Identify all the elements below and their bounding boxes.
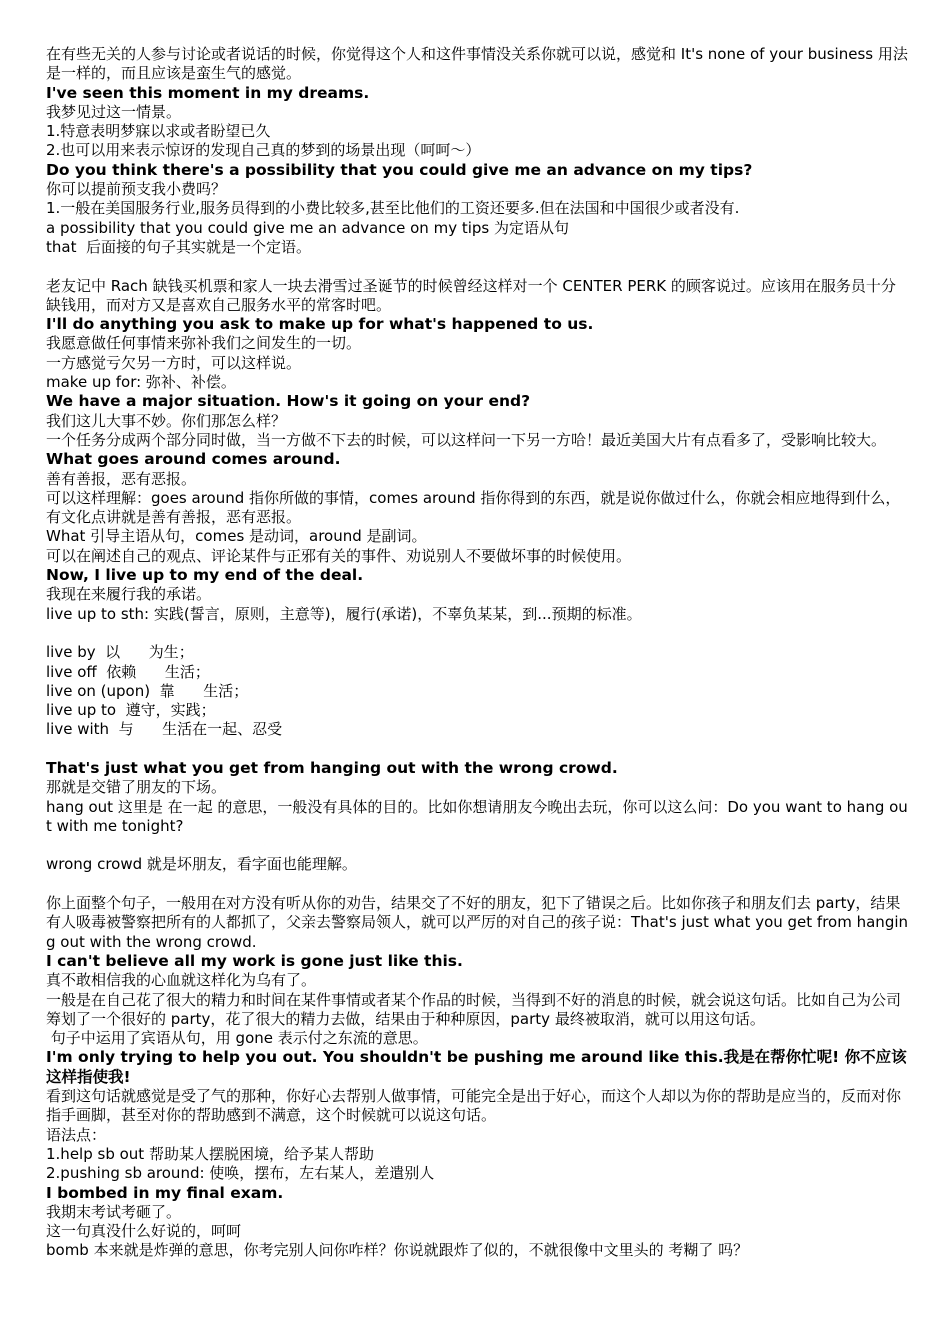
blank-line: [46, 624, 908, 643]
example-sentence: I'm only trying to help you out. You shouldn't be pushing me around like this.我是在帮你忙呢! 你不应该这样指使我!: [46, 1048, 907, 1086]
example-sentence: Now, I live up to my end of the deal.: [46, 566, 364, 585]
explanation-line: 2.pushing sb around: 使唤，摆布，左右某人，差遣别人: [46, 1164, 435, 1183]
explanation-line: that 后面接的句子其实就是一个定语。: [46, 237, 311, 256]
blank-line: [46, 836, 908, 855]
explanation-line: 可以在阐述自己的观点、评论某件与正邪有关的事件、劝说别人不要做坏事的时候使用。: [46, 546, 632, 565]
explanation-line: 我愿意做任何事情来弥补我们之间发生的一切。: [46, 334, 362, 353]
explanation-line: bomb 本来就是炸弹的意思，你考完别人问你咋样？你说就跟炸了似的，不就很像中文里头的 考糊了 吗？: [46, 1241, 749, 1260]
explanation-line: 你可以提前预支我小费吗？: [46, 180, 227, 199]
explanation-line: 善有善报，恶有恶报。: [46, 469, 197, 488]
example-sentence: I'll do anything you ask to make up for what's happened to us.: [46, 315, 594, 334]
explanation-line: live up to 遵守，实践；: [46, 701, 216, 720]
example-sentence: Do you think there's a possibility that you could give me an advance on my tips?: [46, 160, 753, 179]
explanation-line: live by 以 为生；: [46, 643, 194, 662]
example-sentence: We have a major situation. How's it going on your end?: [46, 392, 531, 411]
explanation-line: live with 与 生活在一起、忍受: [46, 720, 283, 739]
explanation-line: 2.也可以用来表示惊讶的发现自己真的梦到的场景出现（呵呵～）: [46, 141, 481, 160]
explanation-line: 老友记中 Rach 缺钱买机票和家人一块去滑雪过圣诞节的时候曾经这样对一个 CENTER PERK 的顾客说过。应该用在服务员十分缺钱用，而对方又是喜欢自己服务水平的常客时吧。: [46, 276, 896, 314]
example-sentence: I bombed in my final exam.: [46, 1183, 284, 1202]
explanation-line: 我期末考试考砸了。: [46, 1202, 182, 1221]
explanation-line: 看到这句话就感觉是受了气的那种，你好心去帮别人做事情，可能完全是出于好心，而这个人却以为你的帮助是应当的，反而对你指手画脚，甚至对你的帮助感到不满意，这个时候就可以说这句话。: [46, 1087, 902, 1125]
explanation-line: 一方感觉亏欠另一方时，可以这样说。: [46, 353, 302, 372]
explanation-line: 1.特意表明梦寐以求或者盼望已久: [46, 122, 271, 141]
explanation-line: wrong crowd 就是坏朋友，看字面也能理解。: [46, 855, 357, 874]
explanation-line: 一个任务分成两个部分同时做，当一方做不下去的时候，可以这样问一下另一方哈！最近美国大片有点看多了，受影响比较大。: [46, 430, 887, 449]
explanation-line: 真不敢相信我的心血就这样化为乌有了。: [46, 971, 317, 990]
blank-line: [46, 257, 908, 276]
explanation-line: 在有些无关的人参与讨论或者说话的时候，你觉得这个人和这件事情没关系你就可以说，感觉和 It's none of your business 用法是一样的，而且应该是蛮生气的感觉。: [46, 45, 908, 83]
blank-line: [46, 740, 908, 759]
document-page: [46, 45, 908, 1261]
explanation-line: 那就是交错了朋友的下场。: [46, 778, 227, 797]
example-sentence: What goes around comes around.: [46, 450, 341, 469]
explanation-line: make up for: 弥补、补偿。: [46, 373, 236, 392]
explanation-line: 这一句真没什么好说的，呵呵: [46, 1222, 242, 1241]
explanation-line: 我梦见过这一情景。: [46, 102, 182, 121]
example-sentence: I've seen this moment in my dreams.: [46, 83, 370, 102]
explanation-line: 语法点：: [46, 1125, 107, 1144]
explanation-line: 句子中运用了宾语从句，用 gone 表示付之东流的意思。: [46, 1029, 428, 1048]
explanation-line: What 引导主语从句，comes 是动词，around 是副词。: [46, 527, 427, 546]
example-sentence: I can't believe all my work is gone just like this.: [46, 951, 463, 970]
explanation-line: 我现在来履行我的承诺。: [46, 585, 212, 604]
explanation-line: 1.help sb out 帮助某人摆脱困境，给予某人帮助: [46, 1144, 374, 1163]
explanation-line: 我们这儿大事不妙。你们那怎么样？: [46, 411, 287, 430]
explanation-line: a possibility that you could give me an advance on my tips 为定语从句: [46, 218, 569, 237]
blank-line: [46, 875, 908, 894]
explanation-line: hang out 这里是 在一起 的意思，一般没有具体的目的。比如你想请朋友今晚出去玩，你可以这么问：Do you want to hang out with me tonight?: [46, 797, 908, 835]
explanation-line: 你上面整个句子，一般用在对方没有听从你的劝告，结果交了不好的朋友，犯下了错误之后。比如你孩子和朋友们去 party，结果有人吸毒被警察把所有的人都抓了，父亲去警察局领人，就可以严厉的对自己的孩子说：That's just what you get from hanging out with the wrong crowd.: [46, 894, 909, 951]
explanation-line: live off 依赖 生活；: [46, 662, 210, 681]
explanation-line: 可以这样理解：goes around 指你所做的事情，comes around 指你得到的东西，就是说你做过什么，你就会相应地得到什么，有文化点讲就是善有善报，恶有恶报。: [46, 488, 901, 527]
explanation-line: 1.一般在美国服务行业,服务员得到的小费比较多,甚至比他们的工资还要多.但在法国和中国很少或者没有.: [46, 199, 740, 218]
explanation-line: 一般是在自己花了很大的精力和时间在某件事情或者某个作品的时候，当得到不好的消息的时候，就会说这句话。比如自己为公司筹划了一个很好的 party，花了很大的精力去做，结果由于种种原因，party 最终被取消，就可以用这句话。: [46, 990, 902, 1028]
explanation-line: live up to sth: 实践(誓言，原则，主意等)，履行(承诺)，不辜负某某，到...预期的标准。: [46, 604, 642, 623]
explanation-line: live on (upon) 靠 生活；: [46, 681, 249, 700]
example-sentence: That's just what you get from hanging out with the wrong crowd.: [46, 758, 618, 777]
